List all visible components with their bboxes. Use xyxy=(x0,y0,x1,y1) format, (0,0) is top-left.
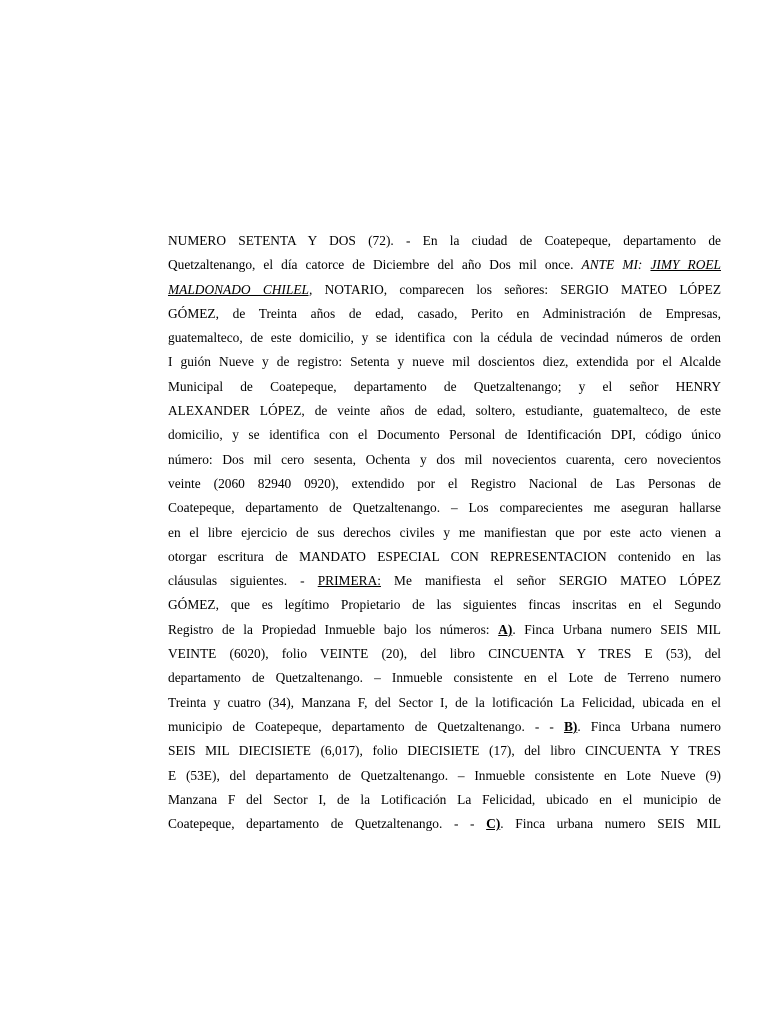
text-segment: guatemalteco, de este domicilio, y se identifica con la cédula de vecindad números de orden xyxy=(168,330,721,346)
text-line xyxy=(168,326,721,350)
text-segment: A) xyxy=(498,621,513,637)
text-segment: otorgar escritura de MANDATO ESPECIAL CON REPRESENTACION contenido en las xyxy=(168,548,721,564)
text-line xyxy=(168,569,721,593)
text-segment: municipio de Coatepeque, departamento de Quetzaltenango. - - xyxy=(168,718,564,734)
text-line xyxy=(168,278,721,302)
text-segment: en el libre ejercicio de sus derechos civiles y me manifiestan que por este acto vienen a xyxy=(168,524,721,540)
text-segment: VEINTE (6020), folio VEINTE (20), del libro CINCUENTA Y TRES E (53), del xyxy=(168,646,721,662)
text-line xyxy=(168,253,721,277)
text-line xyxy=(168,375,721,399)
text-line xyxy=(168,448,721,472)
text-line xyxy=(168,472,721,496)
text-line xyxy=(168,691,721,715)
text-segment: SEIS MIL DIECISIETE (6,017), folio DIECISIETE (17), del libro CINCUENTA Y TRES xyxy=(168,743,721,759)
text-segment: . Finca urbana numero SEIS MIL xyxy=(500,816,721,832)
text-segment: . Finca Urbana numero SEIS MIL xyxy=(512,621,721,637)
text-segment: GÓMEZ, que es legítimo Propietario de las siguientes fincas inscritas en el Segundo xyxy=(168,597,721,613)
text-line xyxy=(168,618,721,642)
text-segment: NOTARIO, comparecen los señores: SERGIO MATEO LÓPEZ xyxy=(312,281,721,297)
text-segment: MALDONADO CHILEL, xyxy=(168,281,313,297)
text-segment: Me manifiesta el señor SERGIO MATEO LÓPEZ xyxy=(380,573,721,589)
text-segment: veinte (2060 82940 0920), extendido por el Registro Nacional de Las Personas de xyxy=(168,475,721,491)
text-line xyxy=(168,521,721,545)
text-line xyxy=(168,423,721,447)
text-line xyxy=(168,399,721,423)
text-segment: Registro de la Propiedad Inmueble bajo los números: xyxy=(168,621,499,637)
text-line xyxy=(168,764,721,788)
text-segment: Quetzaltenango, el día catorce de Diciembre del año Dos mil once. xyxy=(168,257,582,273)
text-line xyxy=(168,302,721,326)
text-line xyxy=(168,788,721,812)
text-segment: I guión Nueve y de registro: Setenta y nueve mil doscientos diez, extendida por el Alcalde xyxy=(168,354,721,370)
text-segment: . Finca Urbana numero xyxy=(577,718,721,734)
text-line xyxy=(168,666,721,690)
text-segment: domicilio, y se identifica con el Documento Personal de Identificación DPI, código único xyxy=(168,427,721,443)
text-line xyxy=(168,350,721,374)
deed-text-body xyxy=(168,229,721,836)
text-segment: Treinta y cuatro (34), Manzana F, del Sector I, de la lotificación La Felicidad, ubicada en el xyxy=(168,694,721,710)
text-line xyxy=(168,593,721,617)
text-segment: B) xyxy=(563,718,578,734)
text-segment: Municipal de Coatepeque, departamento de Quetzaltenango; y el señor HENRY xyxy=(168,378,721,394)
text-line xyxy=(168,739,721,763)
text-line xyxy=(168,229,721,253)
text-line xyxy=(168,642,721,666)
text-segment: cláusulas siguientes. - xyxy=(168,573,318,589)
text-segment: ANTE MI: xyxy=(581,257,651,273)
text-segment: departamento de Quetzaltenango. – Inmueble consistente en el Lote de Terreno numero xyxy=(168,670,721,686)
text-line xyxy=(168,496,721,520)
text-segment: ALEXANDER LÓPEZ, de veinte años de edad, soltero, estudiante, guatemalteco, de este xyxy=(168,403,721,419)
text-segment: E (53E), del departamento de Quetzaltenango. – Inmueble consistente en Lote Nueve (9) xyxy=(168,767,721,783)
text-segment: C) xyxy=(486,816,501,832)
text-segment: JIMY ROEL xyxy=(650,257,721,273)
text-line xyxy=(168,715,721,739)
text-segment: PRIMERA: xyxy=(317,573,381,589)
text-segment: Manzana F del Sector I, de la Lotificación La Felicidad, ubicado en el municipio de xyxy=(168,791,721,807)
text-segment: número: Dos mil cero sesenta, Ochenta y dos mil novecientos cuarenta, cero novecientos xyxy=(168,451,721,467)
text-segment: GÓMEZ, de Treinta años de edad, casado, Perito en Administración de Empresas, xyxy=(168,305,721,321)
text-segment: NUMERO SETENTA Y DOS (72). - En la ciudad de Coatepeque, departamento de xyxy=(168,233,721,248)
text-segment: Coatepeque, departamento de Quetzaltenango. - - xyxy=(168,816,487,832)
text-line xyxy=(168,812,721,836)
text-line xyxy=(168,545,721,569)
text-segment: Coatepeque, departamento de Quetzaltenango. – Los comparecientes me aseguran hallarse xyxy=(168,500,721,516)
